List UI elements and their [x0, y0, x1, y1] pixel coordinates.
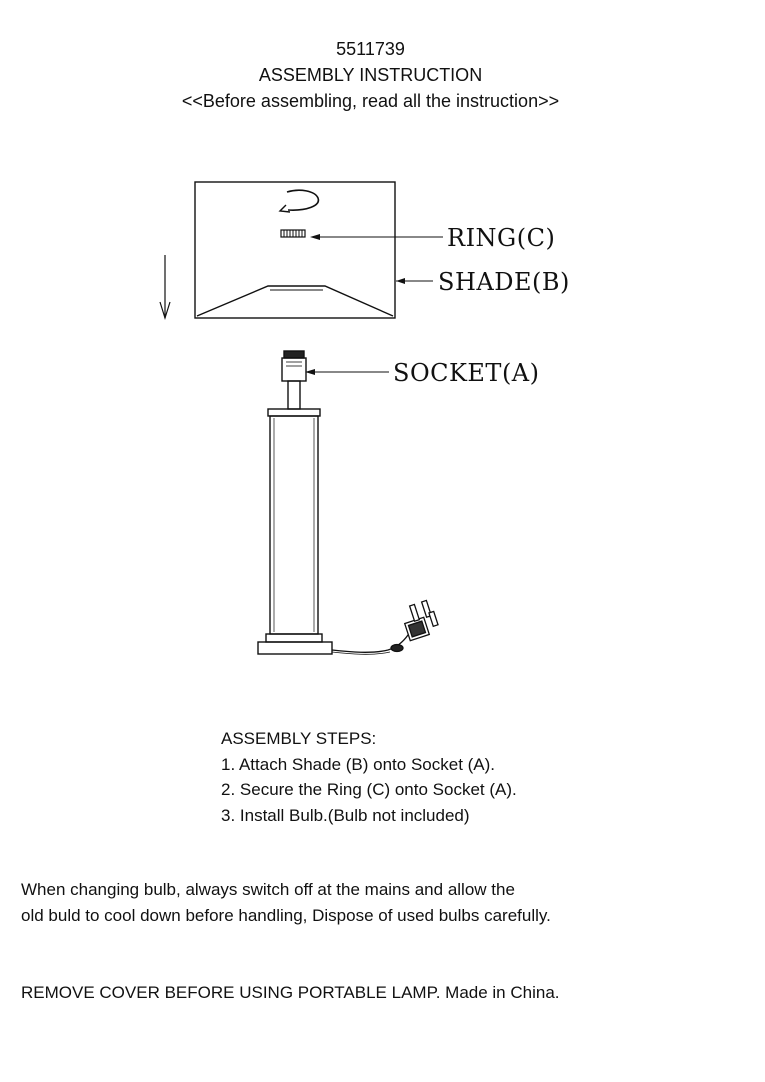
socket-body [282, 358, 306, 381]
leader-lines [305, 234, 443, 375]
column-cap [268, 409, 320, 416]
ring-arrow-head [280, 205, 290, 212]
power-cord-plug-icon [332, 600, 438, 654]
shade-drawing [195, 182, 395, 318]
product-code: 5511739 [336, 39, 405, 59]
socket-top [284, 351, 304, 358]
step-item: 2. Secure the Ring (C) onto Socket (A). [221, 780, 517, 799]
step-item: 3. Install Bulb.(Bulb not included) [221, 805, 470, 825]
warning-line: old buld to cool down before handling, Dispose of used bulbs carefully. [21, 906, 551, 925]
down-arrow-icon [160, 255, 170, 318]
ring-callout: RING(C) [447, 224, 556, 252]
document-subtitle: <<Before assembling, read all the instruction>> [181, 91, 560, 111]
socket-callout: SOCKET(A) [393, 359, 540, 387]
lamp-base-drawing [258, 351, 332, 654]
bulb-warning [21, 877, 551, 929]
document-title: ASSEMBLY INSTRUCTION [258, 65, 483, 85]
shade-callout: SHADE(B) [438, 268, 570, 296]
footer-note: REMOVE COVER BEFORE USING PORTABLE LAMP. Made in China. [21, 983, 560, 1002]
warning-line: When changing bulb, always switch off at the mains and allow the [21, 880, 515, 899]
steps-heading: ASSEMBLY STEPS: [221, 729, 377, 748]
shade-outline [195, 182, 395, 318]
column-collar [266, 634, 322, 642]
socket-neck [288, 381, 300, 409]
lamp-column [270, 416, 318, 634]
ring-drawing [280, 190, 318, 237]
ring-curve-arrow [287, 190, 318, 210]
lamp-foot [258, 642, 332, 654]
step-item: 1. Attach Shade (B) onto Socket (A). [221, 754, 496, 774]
assembly-steps [221, 726, 517, 828]
